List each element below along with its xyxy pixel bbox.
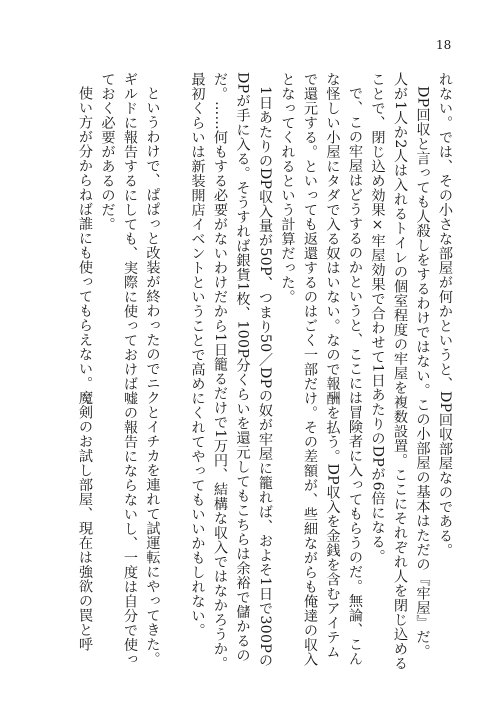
paragraph-6: 使い方が分からねば誰にも使ってもらえない。魔剣のお試し部屋、現在は強欲の罠と呼 bbox=[77, 86, 93, 652]
paragraph-2: DP回収と言っても人殺しをするわけではない。この小部屋の基本はただの『牢屋』だ。人が1人か2人は入れるトイレの個室程度の牢屋を複数設置。ここにそれぞれ人を閉じ込めることで、閉じ込め効果×牢屋効果で合わせて1日あたりのDPが6倍になる。 bbox=[369, 72, 431, 671]
paragraph-4: 1日あたりのDP収入量が50P、つまり50／DPの奴が牢屋に籠れば、およそ1日で300PのDPが手に入る。そうすれば銀貨1枚、100P分くらいを還元してもこちらは余裕で儲かるのだ。……何もする必要がないわけだから1日籠るだけで1万円、結構な収入ではなかろうか。最初くらいは新装開店イベントということで高めにくれてやってもいいかもしれない。 bbox=[189, 72, 273, 671]
paragraph-1: れない。では、その小さな部屋が何かというと、DP回収部屋なのである。 bbox=[437, 72, 453, 558]
paragraph-3: で、この牢屋はどうするのかというと、ここには冒険者に入ってもらうのだ。無論、こんな怪しい小屋にタダで入る奴はいない。なので報酬を払う。DP収入を金銭を含むアイテムで還元する。といっても返還するのはごく一部だけ。その差額が、些細ながらも俺達の収入となってくれるという計算だった。 bbox=[279, 72, 363, 667]
page-number: 18 bbox=[436, 38, 452, 52]
vertical-text-body bbox=[36, 72, 456, 672]
paragraph-5: というわけで、ぱぱっと改装が終わったのでニクとイチカを連れて試運転にやってきた。ギルドに報告するにしても、実際に使っておけば嘘の報告にならないし、一度は自分で使っておく必要があるのだ。 bbox=[99, 72, 161, 667]
